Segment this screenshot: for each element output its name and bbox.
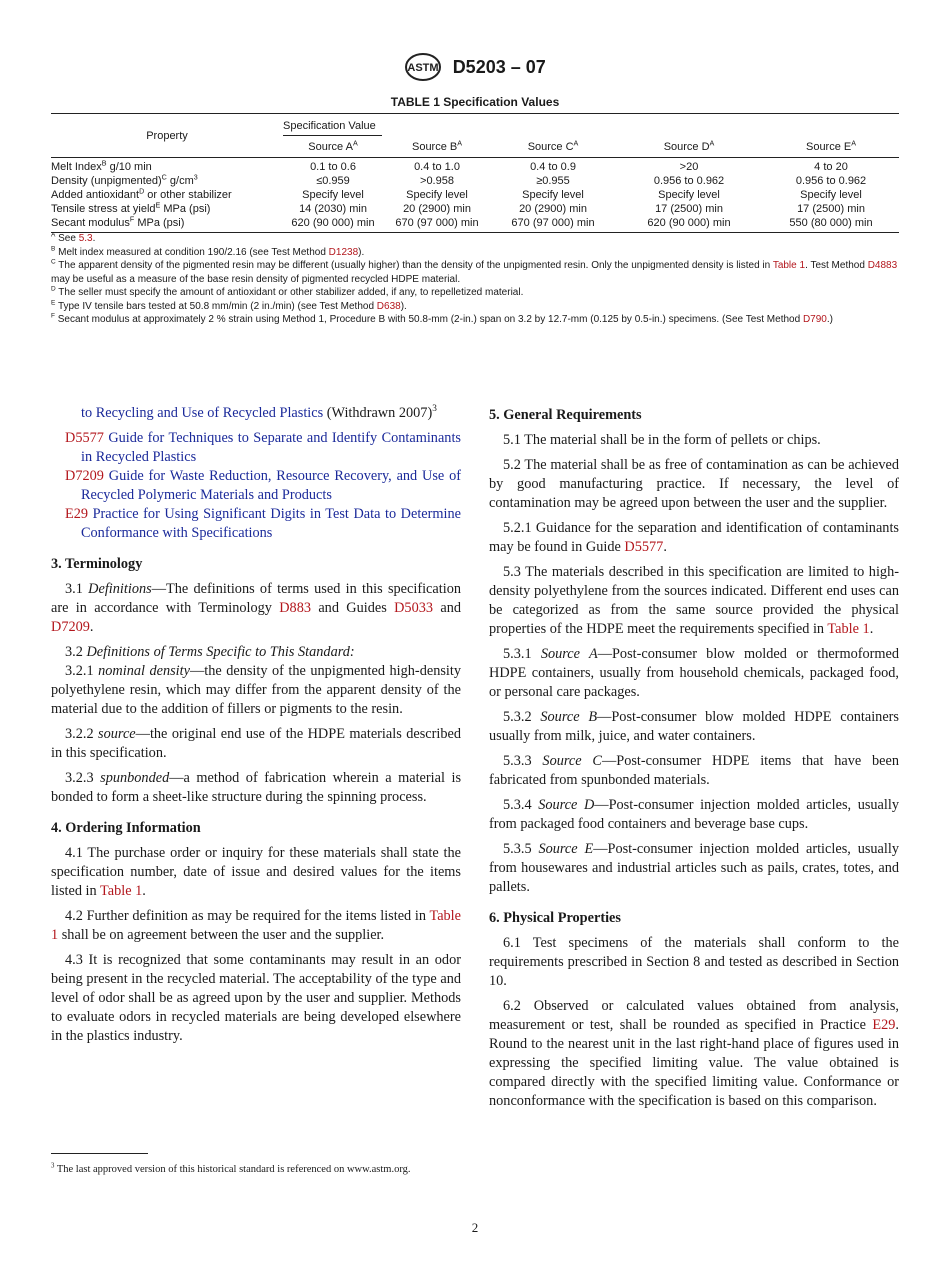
ref-title-link[interactable]: Guide for Techniques to Separate and Identify Contaminants in Recycled Plastics <box>81 430 461 465</box>
ref-link[interactable]: D790 <box>802 314 827 325</box>
section-heading: 3. Terminology <box>51 556 143 572</box>
section-heading: 5. General Requirements <box>489 407 642 423</box>
footnote: $^3$ The last approved version of this historical standard is referenced on www.astm.org. <box>51 1162 411 1175</box>
value-cell: 0.4 to 1.0 <box>414 161 460 173</box>
value-cell: >20 <box>679 161 699 173</box>
astm-logo-icon <box>404 52 442 82</box>
paragraph: 5.3 The materials described in this specification are limited to high-density polyethylene from the sources indicated. Different end uses can be categorized as from the same source provided the physical properties of the HDPE meet the requirements specified in Table 1. <box>489 564 899 637</box>
reference-continuation: to Recycling and Use of Recycled Plastics (Withdrawn 2007)$^3$ <box>81 404 437 421</box>
ref-link[interactable]: Table 1 <box>827 621 870 637</box>
value-cell: 17 (2500) min <box>797 203 865 215</box>
value-cell: Specify level <box>522 189 584 201</box>
property-cell: Added antioxidant$^D$ or other stabilizer <box>51 187 232 201</box>
ref-title-link[interactable]: Guide for Waste Reduction, Resource Recovery, and Use of Recycled Polymeric Materials and Products <box>81 468 461 503</box>
table-row <box>51 188 899 202</box>
right-column <box>489 404 899 1117</box>
value-cell: ≥0.955 <box>536 175 570 187</box>
source-header: Source $B^A$ <box>383 136 491 158</box>
value-cell: 17 (2500) min <box>655 203 723 215</box>
value-cell: >0.958 <box>420 175 454 187</box>
value-cell: Specify level <box>406 189 468 201</box>
ref-link[interactable]: D638 <box>376 300 401 312</box>
ref-title-link[interactable]: Practice for Using Significant Digits in Test Data to Determine Conformance with Specifications <box>81 506 461 541</box>
table-row <box>51 202 899 216</box>
value-cell: 4 to 20 <box>814 161 848 173</box>
value-cell: Specify level <box>800 189 862 201</box>
property-cell: Melt Index$^B$ g/10 min <box>51 159 152 173</box>
paragraph: 3.2.1 nominal density—the density of the unpigmented high-density polyethylene resin, which may differ from the apparent density of the material due to the addition of fillers or pigments to the resin. <box>51 663 461 717</box>
left-column <box>51 404 461 1052</box>
paragraph: 6.1 Test specimens of the materials shall conform to the requirements prescribed in Section 8 and tested as described in Section 10. <box>489 935 899 989</box>
paragraph: 6.2 Observed or calculated values obtained from analysis, measurement or test, shall be rounded as specified in Practice E29. Round to the nearest unit in the last right-hand place of figures used in expressing the specified limiting value. The value obtained is compared directly with the specified limiting value. Conformance or nonconformance with the specification is based on this comparison. <box>489 998 899 1109</box>
table-row <box>51 174 899 188</box>
value-cell: 620 (90 000) min <box>283 216 383 233</box>
paragraph: 5.1 The material shall be in the form of pellets or chips. <box>503 432 821 448</box>
value-cell: Specify level <box>658 189 720 201</box>
paragraph: 5.3.3 Source C—Post-consumer HDPE items that have been fabricated from spunbonded materials. <box>489 753 900 788</box>
specification-table <box>51 113 899 233</box>
source-header: Source $C^A$ <box>491 136 615 158</box>
value-cell: 20 (2900) min <box>519 203 587 215</box>
paragraph: 5.2.1 Guidance for the separation and identification of contaminants may be found in Guide D5577. <box>489 520 899 555</box>
source-header: Source $E^A$ <box>763 136 899 158</box>
reference-item <box>51 467 461 505</box>
ref-code-link[interactable]: D7209 <box>65 468 104 484</box>
paragraph: 4.2 Further definition as may be required for the items listed in Table 1 shall be on agreement between the user and the supplier. <box>51 908 461 943</box>
value-cell: 20 (2900) min <box>403 203 471 215</box>
paragraph: 5.3.5 Source E—Post-consumer injection molded articles, usually from housewares and industrial articles such as pails, crates, totes, and pallets. <box>489 841 899 895</box>
value-cell: 670 (97 000) min <box>491 216 615 233</box>
table-note: $^B$ Melt index measured at condition 190/2.16 (see Test Method D1238). <box>51 245 365 258</box>
reference-item <box>51 505 461 543</box>
value-cell: 0.4 to 0.9 <box>530 161 576 173</box>
ref-link[interactable]: D883 <box>279 600 312 616</box>
property-cell: Tensile stress at yield$^E$ MPa (psi) <box>51 201 211 215</box>
value-cell: 0.1 to 0.6 <box>310 161 356 173</box>
paragraph: 3.1 Definitions—The definitions of terms used in this specification are in accordance with Terminology D883 and Guides D5033 and D7209. <box>51 581 461 635</box>
paragraph: 5.2 The material shall be as free of contamination as can be achieved by good manufacturing practice. If necessary, the level of contamination may be agreed upon between the user and the supplier. <box>489 457 899 511</box>
value-cell: 670 (97 000) min <box>383 216 491 233</box>
table-row <box>51 216 899 233</box>
document-id: D5203 – 07 <box>452 56 546 77</box>
value-cell: 0.956 to 0.962 <box>653 175 725 187</box>
value-cell: Specify level <box>302 189 364 201</box>
paragraph: 3.2.3 spunbonded—a method of fabrication wherein a material is bonded to form a sheet-like structure during the spinning process. <box>51 770 462 805</box>
table-note: $^C$ The apparent density of the pigmented resin may be different (usually higher) than the density of the unpigmented resin. Only the unpigmented density is listed in Table 1. Test Method D4883 may be useful as a measure of the base resin density of pigmented recycled HDPE material. <box>51 258 898 285</box>
property-cell: Density (unpigmented)$^C$ $g/cm^3$ <box>51 173 198 187</box>
paragraph: 3.2 Definitions of Terms Specific to This Standard: <box>65 644 355 660</box>
table-note: $^D$ The seller must specify the amount of antioxidant or other stabilizer added, if any, to repelletized material. <box>51 285 524 298</box>
paragraph: 5.3.1 Source A—Post-consumer blow molded or thermoformed HDPE containers, usually from household chemicals, packaged food, or personal care packages. <box>489 646 900 700</box>
table-row <box>51 158 899 175</box>
table-title: TABLE 1 Specification Values <box>390 95 560 109</box>
table-notes <box>51 232 901 327</box>
value-cell: 550 (80 000) min <box>763 216 899 233</box>
ref-code-link[interactable]: D5577 <box>65 430 104 446</box>
ref-link[interactable]: Table 1 <box>100 883 143 899</box>
paragraph: 5.3.4 Source D—Post-consumer injection molded articles, usually from packaged food containers and beverage base cups. <box>489 797 899 832</box>
ref-link[interactable]: Table 1 <box>772 260 806 271</box>
property-cell: Secant modulus$^F$ MPa (psi) <box>51 216 283 233</box>
reference-item <box>51 429 461 467</box>
property-header: Property <box>51 114 283 158</box>
ref-link[interactable]: E29 <box>872 1017 896 1033</box>
ref-link[interactable]: D5033 <box>394 600 434 616</box>
ref-link[interactable]: 5.3 <box>78 233 93 244</box>
section-heading: 4. Ordering Information <box>51 820 201 836</box>
ref-link[interactable]: D4883 <box>867 260 898 271</box>
paragraph: 4.3 It is recognized that some contaminants may result in an odor being present in the recycled material. The acceptability of the type and level of odor shall be as agreed upon by the user and supplier. Methods to evaluate odors in recycled materials are being developed elsewhere in the plastics industry. <box>51 952 461 1044</box>
ref-link[interactable]: D7209 <box>51 619 90 635</box>
document-header <box>0 52 950 82</box>
value-cell: 14 (2030) min <box>299 203 367 215</box>
value-cell: ≤0.959 <box>316 175 350 187</box>
source-header: Source $D^A$ <box>615 136 763 158</box>
paragraph: 5.3.2 Source B—Post-consumer blow molded HDPE containers usually from milk, juice, and water containers. <box>489 709 899 744</box>
table-note: $^E$ Type IV tensile bars tested at 50.8 mm/min (2 in./min) (see Test Method D638). <box>51 299 407 312</box>
ref-link[interactable]: D5577 <box>624 539 664 555</box>
value-cell: 620 (90 000) min <box>615 216 763 233</box>
page-number: 2 <box>471 1220 479 1235</box>
section-heading: 6. Physical Properties <box>489 910 621 926</box>
ref-code-link[interactable]: E29 <box>65 506 89 522</box>
ref-link[interactable]: Table 1 <box>51 908 461 943</box>
value-cell: 0.956 to 0.962 <box>795 175 867 187</box>
svg-text:ASTM: ASTM <box>407 62 439 74</box>
spec-value-header: Specification Value <box>283 117 382 136</box>
paragraph: 3.2.2 source—the original end use of the HDPE materials described in this specification. <box>51 726 461 761</box>
table-note: $^F$ Secant modulus at approximately 2 % strain using Method 1, Procedure B with 50.8-mm (2-in.) span on 3.2 by 12.7-mm (0.125 by 0.5-in.) specimens. (See Test Method D790.) <box>51 312 833 325</box>
ref-link[interactable]: to Recycling and Use of Recycled Plastics <box>81 405 324 421</box>
table-note: $^A$ See 5.3. <box>51 231 96 244</box>
footnote-divider <box>51 1153 148 1154</box>
paragraph: 4.1 The purchase order or inquiry for these materials shall state the specification number, date of issue and desired values for the items listed in Table 1. <box>51 845 461 899</box>
source-header: Source $A^A$ <box>283 136 383 158</box>
ref-link[interactable]: D1238 <box>328 246 359 258</box>
